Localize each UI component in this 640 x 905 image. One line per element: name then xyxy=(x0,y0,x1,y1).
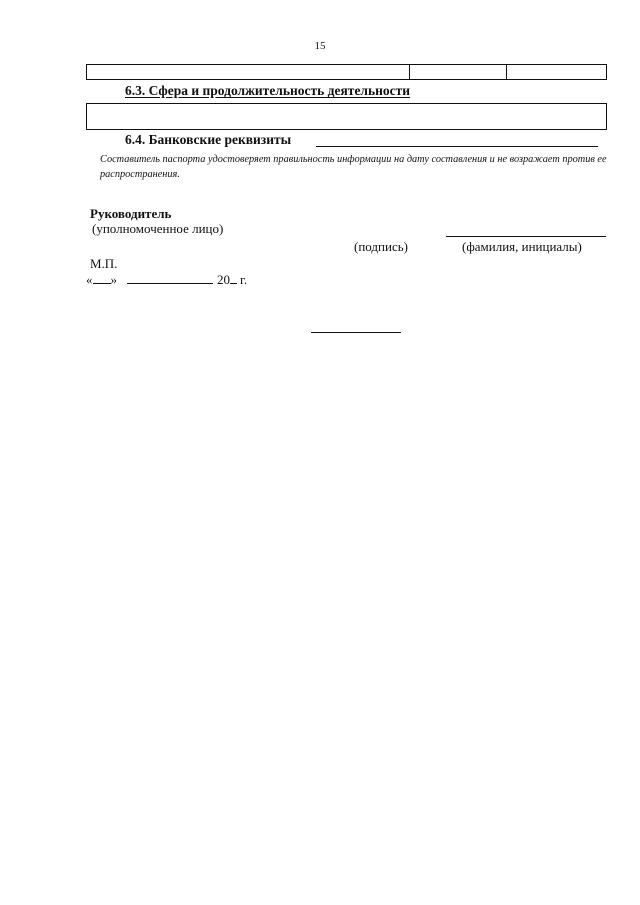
table-cell xyxy=(87,65,410,79)
name-line xyxy=(446,236,606,237)
bank-details-line xyxy=(316,146,598,147)
section-6-3-field xyxy=(86,103,607,130)
end-divider xyxy=(311,332,401,333)
date-close-quote: » xyxy=(110,272,117,287)
year-suffix: г. xyxy=(240,272,248,287)
section-6-3-heading: 6.3. Сфера и продолжительность деятельности xyxy=(125,83,411,98)
year-prefix: 20 xyxy=(217,272,230,287)
manager-subtitle: (уполномоченное лицо) xyxy=(92,221,224,236)
table-cell xyxy=(507,65,606,79)
month-blank xyxy=(127,273,213,284)
section-6-4-heading: 6.4. Банковские реквизиты xyxy=(125,132,292,147)
name-caption: (фамилия, инициалы) xyxy=(462,239,582,254)
table-row xyxy=(86,64,607,80)
date-open-quote: « xyxy=(86,272,93,287)
date-line xyxy=(86,272,247,288)
compiler-statement: Составитель паспорта удостоверяет правильность информации на дату составления и не возражает против ее распространения. xyxy=(100,154,607,180)
year-blank xyxy=(230,273,237,284)
stamp-label: М.П. xyxy=(90,256,118,271)
table-cell xyxy=(410,65,507,79)
page-number: 15 xyxy=(314,40,326,52)
signature-caption: (подпись) xyxy=(354,239,408,254)
manager-title: Руководитель xyxy=(90,206,172,221)
day-blank xyxy=(93,273,111,284)
